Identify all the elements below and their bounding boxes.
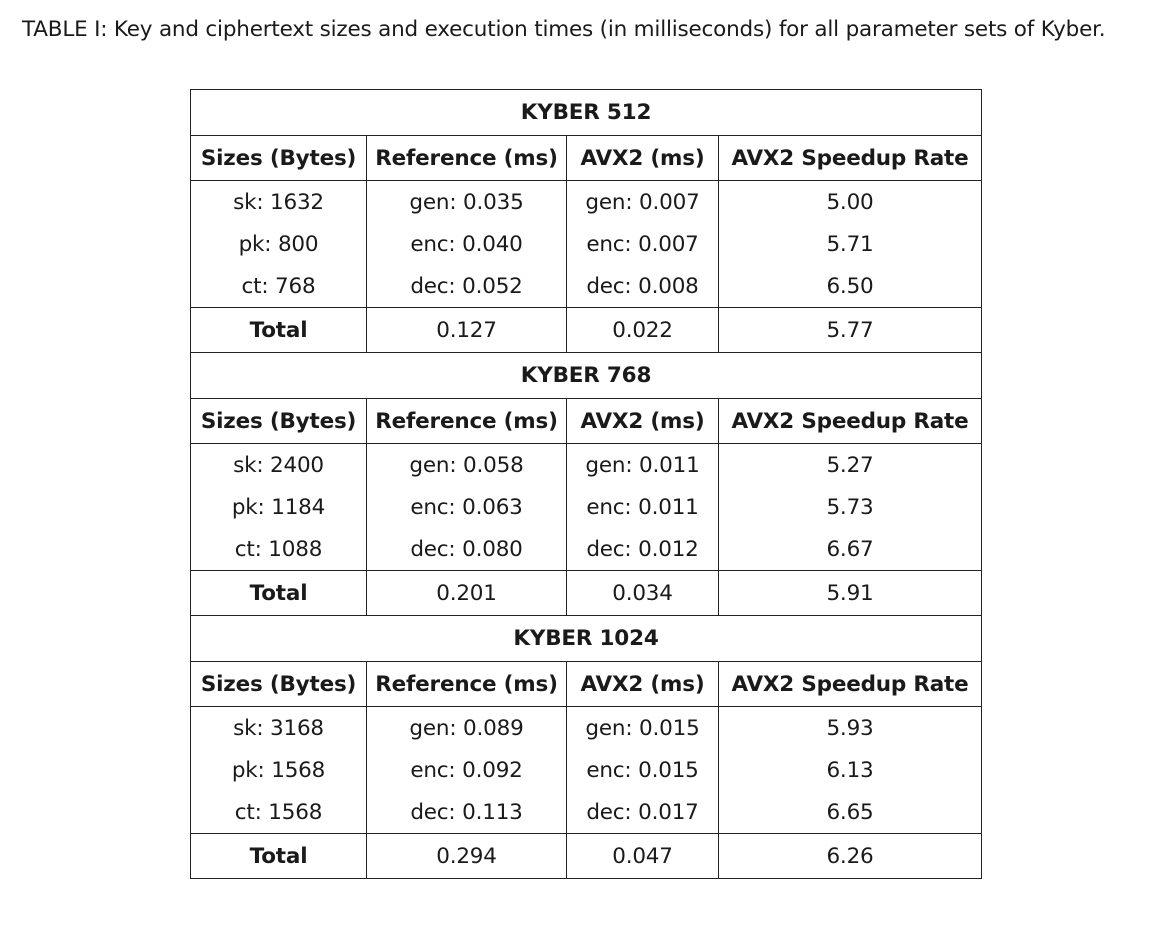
section-title-row <box>191 616 982 662</box>
table-cell: ct: 768 <box>191 265 367 308</box>
column-header-row <box>191 399 982 444</box>
table-cell: enc: 0.063 <box>367 486 567 528</box>
table-cell: dec: 0.017 <box>567 791 719 834</box>
table-cell: 5.73 <box>719 486 982 528</box>
total-label: Total <box>191 571 367 616</box>
table-row <box>191 749 982 791</box>
table-cell: enc: 0.007 <box>567 223 719 265</box>
total-cell: 0.201 <box>367 571 567 616</box>
table-cell: gen: 0.011 <box>567 444 719 487</box>
table-cell: enc: 0.011 <box>567 486 719 528</box>
table-caption: TABLE I: Key and ciphertext sizes and execution times (in milliseconds) for all parameter sets of Kyber. <box>22 17 1106 42</box>
section-title: KYBER 768 <box>191 353 982 399</box>
table-row <box>191 707 982 750</box>
kyber-results-table <box>190 89 982 879</box>
total-cell: 5.91 <box>719 571 982 616</box>
table-cell: dec: 0.008 <box>567 265 719 308</box>
table-row <box>191 444 982 487</box>
table-cell: gen: 0.007 <box>567 181 719 224</box>
column-header: Reference (ms) <box>367 662 567 707</box>
table-cell: ct: 1568 <box>191 791 367 834</box>
table-cell: pk: 800 <box>191 223 367 265</box>
section-title: KYBER 512 <box>191 90 982 136</box>
column-header: Sizes (Bytes) <box>191 399 367 444</box>
column-header: AVX2 (ms) <box>567 399 719 444</box>
column-header: Reference (ms) <box>367 399 567 444</box>
table-cell: sk: 1632 <box>191 181 367 224</box>
column-header: AVX2 (ms) <box>567 136 719 181</box>
table-body <box>191 90 982 879</box>
total-cell: 0.127 <box>367 308 567 353</box>
table-cell: 5.71 <box>719 223 982 265</box>
table-cell: gen: 0.015 <box>567 707 719 750</box>
table-row <box>191 223 982 265</box>
column-header: Sizes (Bytes) <box>191 136 367 181</box>
table-cell: sk: 3168 <box>191 707 367 750</box>
column-header: AVX2 (ms) <box>567 662 719 707</box>
table-row <box>191 181 982 224</box>
table-cell: 6.65 <box>719 791 982 834</box>
table-cell: 6.67 <box>719 528 982 571</box>
total-cell: 0.034 <box>567 571 719 616</box>
total-cell: 0.294 <box>367 834 567 879</box>
table-cell: 5.93 <box>719 707 982 750</box>
table-cell: 5.00 <box>719 181 982 224</box>
table-cell: enc: 0.092 <box>367 749 567 791</box>
table-row <box>191 486 982 528</box>
total-cell: 6.26 <box>719 834 982 879</box>
table-row <box>191 528 982 571</box>
table-cell: enc: 0.015 <box>567 749 719 791</box>
table-cell: 5.27 <box>719 444 982 487</box>
total-cell: 0.022 <box>567 308 719 353</box>
column-header: Reference (ms) <box>367 136 567 181</box>
table-cell: dec: 0.113 <box>367 791 567 834</box>
table-cell: gen: 0.035 <box>367 181 567 224</box>
column-header-row <box>191 662 982 707</box>
table-cell: pk: 1568 <box>191 749 367 791</box>
column-header: AVX2 Speedup Rate <box>719 136 982 181</box>
total-cell: 5.77 <box>719 308 982 353</box>
table-cell: sk: 2400 <box>191 444 367 487</box>
column-header: AVX2 Speedup Rate <box>719 662 982 707</box>
total-label: Total <box>191 308 367 353</box>
table-cell: enc: 0.040 <box>367 223 567 265</box>
section-title: KYBER 1024 <box>191 616 982 662</box>
table-cell: dec: 0.012 <box>567 528 719 571</box>
column-header-row <box>191 136 982 181</box>
table-row <box>191 265 982 308</box>
table-cell: ct: 1088 <box>191 528 367 571</box>
table-cell: gen: 0.089 <box>367 707 567 750</box>
total-row <box>191 571 982 616</box>
table-cell: dec: 0.052 <box>367 265 567 308</box>
section-title-row <box>191 353 982 399</box>
table-cell: 6.13 <box>719 749 982 791</box>
table-cell: gen: 0.058 <box>367 444 567 487</box>
total-row <box>191 308 982 353</box>
table-cell: 6.50 <box>719 265 982 308</box>
table-cell: pk: 1184 <box>191 486 367 528</box>
total-label: Total <box>191 834 367 879</box>
section-title-row <box>191 90 982 136</box>
column-header: Sizes (Bytes) <box>191 662 367 707</box>
total-row <box>191 834 982 879</box>
total-cell: 0.047 <box>567 834 719 879</box>
table-cell: dec: 0.080 <box>367 528 567 571</box>
column-header: AVX2 Speedup Rate <box>719 399 982 444</box>
table-row <box>191 791 982 834</box>
